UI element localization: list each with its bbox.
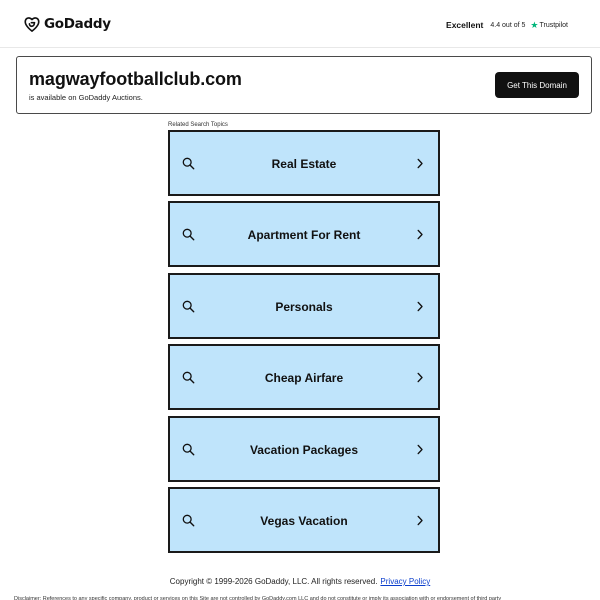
topic-label: Real Estate (271, 157, 337, 171)
related-search-label: Related Search Topics (168, 122, 228, 128)
godaddy-logo[interactable] (23, 14, 111, 34)
topic-personals[interactable] (168, 273, 440, 339)
domain-availability-text: is available on GoDaddy Auctions. (29, 93, 143, 102)
privacy-policy-link[interactable]: Privacy Policy (380, 577, 431, 586)
godaddy-logo-icon (23, 15, 41, 33)
trustpilot-rating: 4.4 out of 5 (490, 21, 526, 29)
domain-name: magwayfootballclub.com (29, 69, 242, 89)
footer-disclaimer: Disclaimer: References to any specific company, product or services on this Site are not controlled by GoDaddy.com LLC and do not constitute or imply its association with or endorsement of third party (14, 596, 502, 600)
topic-label: Cheap Airfare (264, 371, 344, 386)
top-bar (0, 0, 600, 48)
topic-label: Vegas Vacation (260, 513, 348, 528)
chevron-right-icon (416, 515, 424, 526)
chevron-right-icon (416, 301, 424, 312)
domain-card (16, 56, 592, 114)
copyright-text: Copyright © 1999-2026 GoDaddy, LLC. All rights reserved. (169, 577, 378, 586)
chevron-right-icon (416, 229, 424, 240)
topic-vegas-vacation[interactable] (168, 487, 440, 553)
get-domain-button[interactable]: Get This Domain (495, 72, 579, 98)
chevron-right-icon (416, 158, 424, 169)
chevron-right-icon (416, 372, 424, 383)
chevron-right-icon (416, 444, 424, 455)
topic-real-estate[interactable] (168, 130, 440, 196)
footer-copyright (0, 577, 600, 586)
topic-vacation-packages[interactable] (168, 416, 440, 482)
trustpilot-brand: Trustpilot (539, 21, 568, 29)
trustpilot-star-icon: ★ (530, 19, 539, 30)
topic-cheap-airfare[interactable] (168, 344, 440, 410)
related-topic-list (168, 130, 440, 558)
topic-label: Apartment For Rent (247, 228, 361, 243)
topic-label: Vacation Packages (249, 442, 359, 457)
trustpilot-widget[interactable] (446, 19, 568, 31)
brand-wordmark: GoDaddy (44, 16, 111, 32)
topic-apartment-for-rent[interactable] (168, 201, 440, 267)
trustpilot-label: Excellent (446, 20, 484, 30)
topic-label: Personals (275, 299, 333, 314)
